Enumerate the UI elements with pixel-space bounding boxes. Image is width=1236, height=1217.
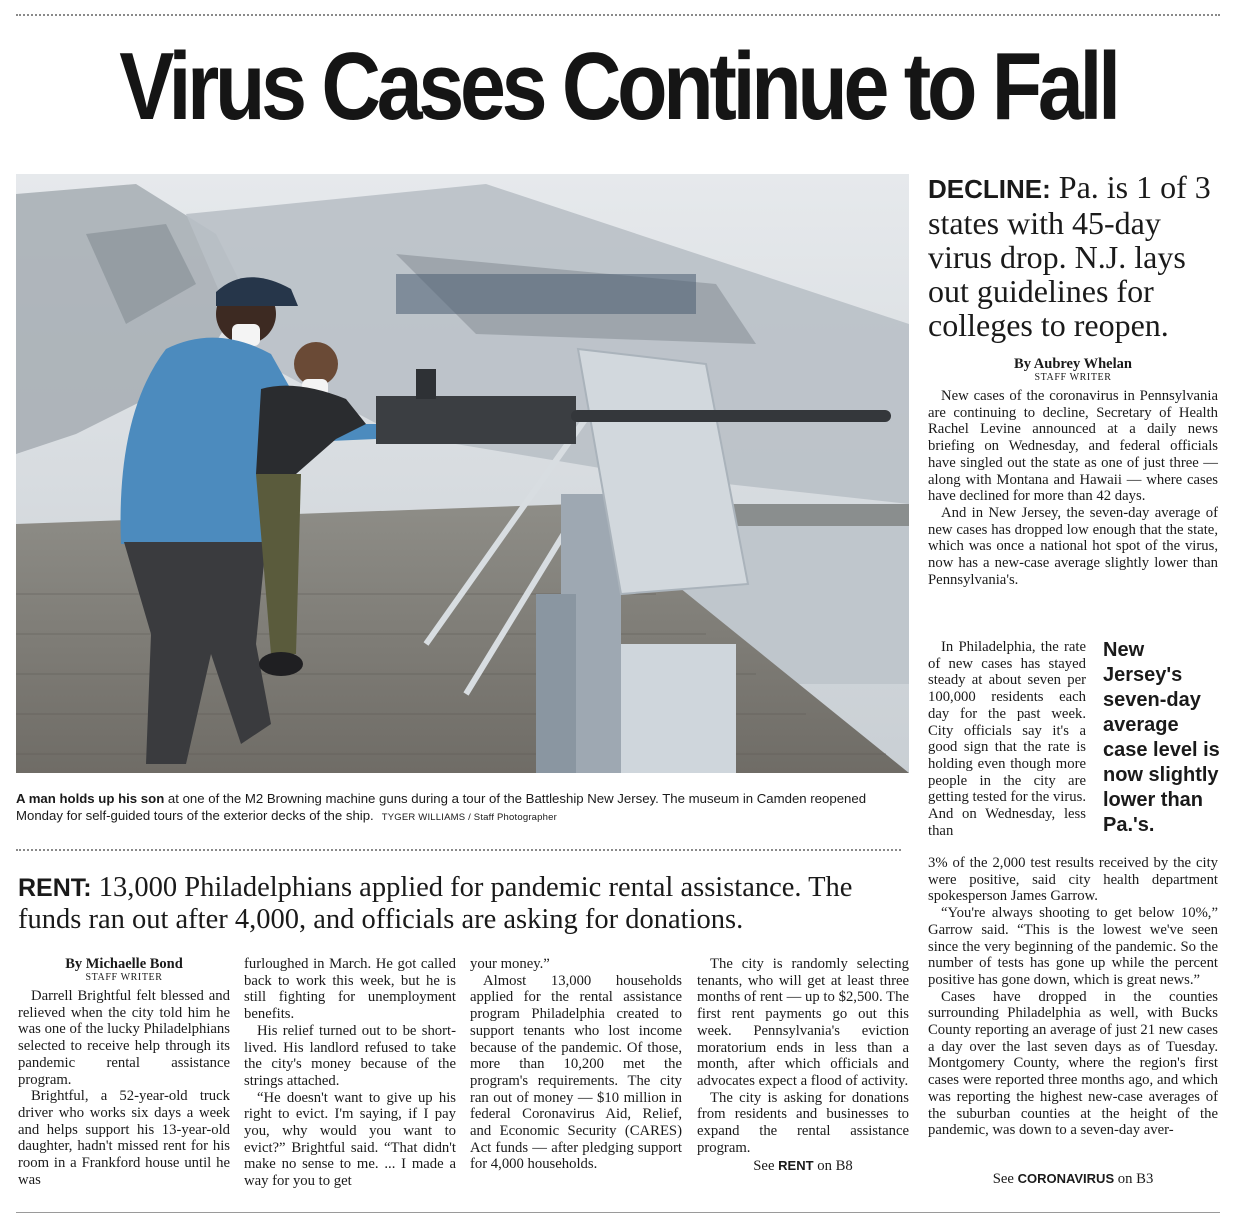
top-rule	[16, 14, 1220, 16]
rent-jump-page: on B8	[813, 1158, 853, 1175]
rent-c4-paragraph-1: The city is randomly selecting tenants, who will get at least three months of rent — up to $2,500. The first rent payments go out this week. Pennsylvania's eviction moratorium ends in less than a month, after which officials and advocates expect a flood of activity.	[697, 956, 909, 1089]
jump-rent[interactable]: RENT	[778, 1158, 814, 1174]
jump-page: on B3	[1114, 1171, 1154, 1187]
decline-paragraph-3b: 3% of the 2,000 test results received by the city were positive, said city health department spokesperson James Garrow.	[928, 855, 1218, 905]
rent-deck-text: 13,000 Philadelphians applied for pandemic rental assistance. The funds ran out after 4,000, and officials are asking for donations.	[18, 872, 853, 935]
rent-c1-paragraph-1: Darrell Brightful felt blessed and relieved when the city told him he was one of the lucky Philadelphians selected to receive help through its pandemic rental assistance program.	[18, 988, 230, 1088]
decline-paragraph-2: And in New Jersey, the seven-day average of new cases has dropped low enough that the state, which was once a national hot spot of the virus, now has a new-case average slightly lower than Pennsylvania's.	[928, 504, 1218, 588]
rent-c3-paragraph-0: your money.”	[470, 956, 550, 972]
decline-staff-writer: STAFF WRITER	[1034, 372, 1112, 383]
rent-column-1	[18, 956, 230, 1188]
rent-byline: By Michaelle Bond	[65, 956, 183, 972]
news-photo	[16, 174, 909, 773]
battleship-photo	[16, 174, 909, 773]
rent-c4-paragraph-2: The city is asking for donations from residents and businesses to expand the rental assistance program.	[697, 1089, 909, 1156]
bottom-rule	[16, 1212, 1220, 1213]
rent-col1-body	[18, 988, 230, 1188]
photo-caption	[16, 790, 909, 826]
rent-c2-paragraph-1: His relief turned out to be short-lived. His landlord refused to take the city's money because of the strings attached.	[244, 1022, 456, 1089]
rent-deck	[18, 872, 918, 936]
decline-paragraph-1: New cases of the coronavirus in Pennsylvania are continuing to decline, Secretary of Health Rachel Levine announced at a daily news briefing on Wednesday, and federal officials have singled out the state as one of just three — along with Montana and Hawaii — where cases have declined for more than 42 days.	[928, 388, 1218, 505]
section-rule	[16, 849, 901, 851]
rent-c3-paragraph-1: Almost 13,000 households applied for the rental assistance program Philadelphia created to support tenants who lost income because of the pandemic. Of those, more than 10,200 met the program's requirements. The city ran out of money — $10 million in federal Coronavirus Aid, Relief, and Economic Security (CARES) Act funds — after pledging support for 4,000 households.	[470, 972, 682, 1173]
jump-coronavirus[interactable]: CORONAVIRUS	[1017, 1171, 1115, 1186]
decline-paragraph-4: “You're always shooting to get below 10%,” Garrow said. “This is the lowest we've seen since the very beginning of the pandemic. So the number of tests has gone up while the percent positive has gone down, which is great news.”	[928, 905, 1218, 988]
photo-credit: TYGER WILLIAMS / Staff Photographer	[381, 812, 557, 823]
decline-byline-block	[928, 356, 1218, 384]
pull-quote: New Jersey's seven-day average case level is now slightly lower than Pa.'s.	[1103, 639, 1220, 836]
caption-lead: A man holds up his son	[16, 791, 165, 806]
rent-c2-paragraph-0: furloughed in March. He got called back to work this week, but he is still fighting for unemployment benefits.	[244, 956, 456, 1023]
decline-label: DECLINE:	[928, 174, 1051, 204]
jump-see: See	[992, 1171, 1018, 1187]
decline-paragraph-5: Cases have dropped in the counties surrounding Philadelphia as well, with Bucks County reporting an average of just 21 new cases a day over the last seven days as of Tuesday. Montgomery County, where the region's first cases were reported three months ago, and which was reporting the highest new-case averages of the suburban counties at the height of the pandemic, was down to a seven-day aver-	[928, 988, 1218, 1139]
decline-jump-line	[928, 1171, 1218, 1188]
rent-column-2	[244, 956, 456, 1190]
decline-deck	[928, 170, 1228, 342]
decline-deck-text: Pa. is 1 of 3 states with 45-day virus drop. N.J. lays out guidelines for colleges to reopen.	[928, 169, 1211, 343]
headline: Virus Cases Continue to Fall	[119, 33, 1117, 140]
rent-jump-see: See	[753, 1158, 779, 1175]
decline-byline: By Aubrey Whelan	[1014, 356, 1132, 372]
decline-body-bottom	[928, 855, 1218, 1139]
rent-staff-writer: STAFF WRITER	[85, 972, 163, 983]
rent-c1-paragraph-2: Brightful, a 52-year-old truck driver who works six days a week and helps support his 13-year-old daughter, hadn't missed rent for his room in a Frankford house until he was	[18, 1088, 230, 1188]
decline-body-top	[928, 388, 1218, 588]
rent-column-4	[697, 956, 909, 1175]
rent-c2-paragraph-2: “He doesn't want to give up his right to evict. I'm saying, if I pay you, why would you want to evict?” Brightful said. “That didn't make no sense to me. ... I made a way for you to get	[244, 1089, 456, 1190]
decline-paragraph-3a: In Philadelphia, the rate of new cases has stayed steady at about seven per 100,000 residents each day for the past week. City officials say it's a good sign that the rate is holding even though more people in the city are getting tested for the virus. And on Wednesday, less than	[928, 639, 1086, 839]
caption-text: at one of the M2 Browning machine guns during a tour of the Battleship New Jersey. The museum in Camden reopened Monday for self-guided tours of the exterior decks of the ship.	[16, 791, 867, 823]
decline-body-narrow	[928, 639, 1086, 839]
rent-column-3	[470, 956, 682, 1173]
rent-label: RENT:	[18, 874, 92, 902]
rent-jump-line	[697, 1158, 909, 1175]
